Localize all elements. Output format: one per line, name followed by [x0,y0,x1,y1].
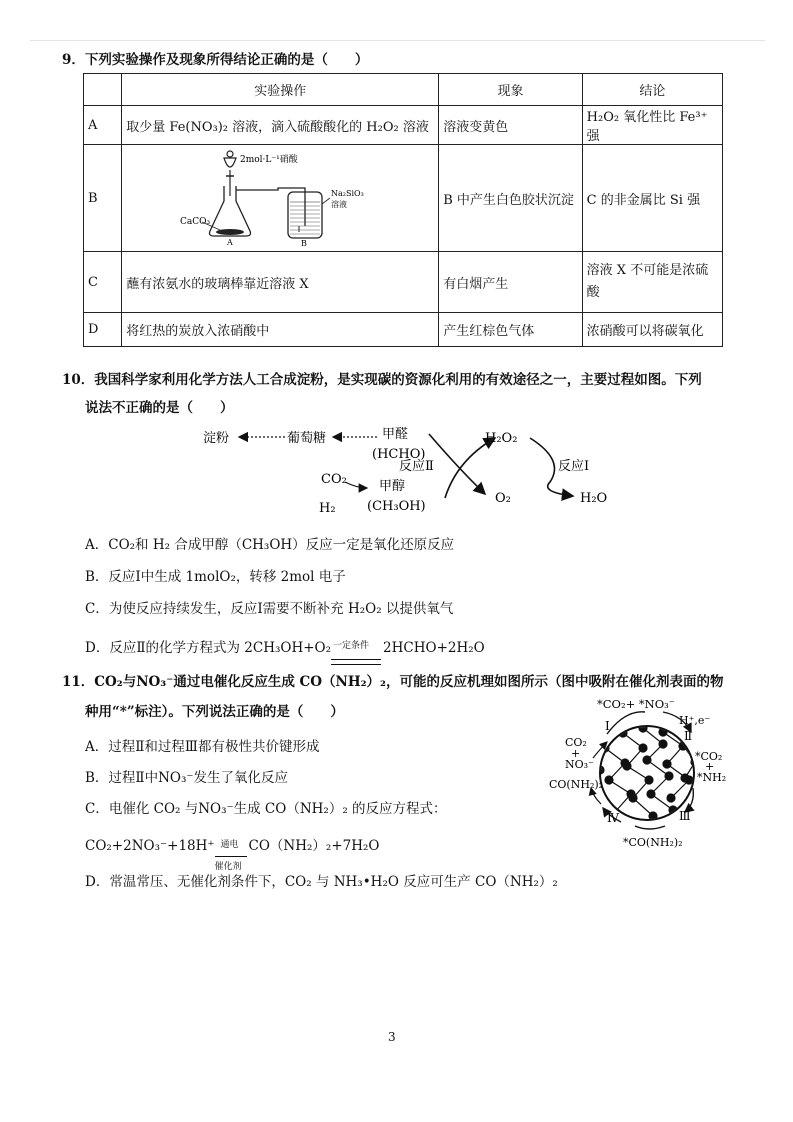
stage-3-label: Ⅲ [679,809,691,823]
phenomenon-cell: 产生红棕色气体 [439,313,582,347]
formaldehyde-name: 甲醛 [382,427,409,442]
right-co2: *CO₂ [695,750,723,763]
condition-label: 一定条件 [333,641,370,651]
conclusion-cell: 浓硝酸可以将碳氧化 [582,313,722,347]
right-nh2: *NH₂ [697,771,727,784]
o2-label: O₂ [495,491,511,506]
q11-title-line2: 种用“*”标注）。下列说法正确的是（ ） [85,704,344,720]
reaction-2-label: 反应Ⅱ [399,459,434,474]
equation-top-label: 通电 [220,840,239,850]
operation-cell [122,145,439,252]
h-e-label: H⁺,e⁻ [679,714,711,727]
conclusion-cell: 溶液 X 不可能是浓硫酸 [582,252,722,313]
starch-label: 淀粉 [203,431,230,446]
h2o-label: H₂O [580,491,608,506]
q11-option-c: C．电催化 CO₂ 与NO₃⁻生成 CO（NH₂）₂ 的反应方程式： [85,801,447,817]
stage-2-label: Ⅱ [684,729,693,743]
q9-header-blank [84,74,122,106]
top-rule [30,40,765,41]
q11-mechanism-diagram [545,688,735,858]
top-species: *CO₂+ *NO₃⁻ [597,697,675,711]
q10-option-b: B．反应Ⅰ中生成 1molO₂，转移 2mol 电子 [85,569,346,585]
phenomenon-cell: B 中产生白色胶状沉淀 [439,145,582,252]
q10-synthesis-diagram [195,420,625,520]
row-label: A [84,106,122,145]
q9-header-conclusion: 结论 [582,74,722,106]
equation-right: CO（NH₂）₂+7H₂O [248,838,380,854]
q9-header-phenomenon: 现象 [439,74,582,106]
q11-option-b: B．过程Ⅱ中NO₃⁻发生了氧化反应 [85,770,289,786]
apparatus-diagram [180,146,380,246]
left-co2: CO₂ [565,736,587,749]
equation-bottom-label: 催化剂 [214,862,242,872]
stage-1-label: Ⅰ [605,719,610,733]
stage-4-label: Ⅳ [607,811,619,825]
right-plus: + [705,760,715,773]
caco3-label: CaCO₃ [180,217,211,227]
q10-option-d [85,636,485,656]
q9-title: 9．下列实验操作及现象所得结论正确的是（ ） [62,52,369,68]
q10-option-d-right: 2HCHO+2H₂O [383,640,485,656]
co2-label: CO₂ [321,472,347,487]
acid-label: 2mol·L⁻¹硝酸 [240,155,299,165]
operation-cell: 蘸有浓氨水的玻璃棒靠近溶液 X [122,252,439,313]
na2sio3-label: Na₂SiO₃ [331,189,365,198]
phenomenon-cell: 有白烟产生 [439,252,582,313]
table-row [84,145,723,252]
table-row [84,106,723,145]
reaction-1-label: 反应Ⅰ [558,459,590,474]
left-plus: + [571,747,581,760]
q10-option-c: C．为使反应持续发生，反应Ⅰ需要不断补充 H₂O₂ 以提供氧气 [85,601,454,617]
table-row [84,313,723,347]
equation-left: CO₂+2NO₃⁻+18H⁺ [85,838,215,854]
row-label: C [84,252,122,313]
conclusion-cell: C 的非金属比 Si 强 [582,145,722,252]
solution-label: 溶液 [331,200,348,209]
q10-option-a: A．CO₂和 H₂ 合成甲醇（CH₃OH）反应一定是氧化还原反应 [85,537,455,553]
q11-option-d: D．常温常压、无催化剂条件下，CO₂ 与 NH₃•H₂O 反应可生产 CO（NH₂）₂ [85,874,558,890]
flask-a-label: A [227,238,234,246]
phenomenon-cell: 溶液变黄色 [439,106,582,145]
bottom-species: *CO(NH₂)₂ [623,836,683,849]
q11-option-a: A．过程Ⅱ和过程Ⅲ都有极性共价键形成 [85,739,320,755]
methanol-name: 甲醇 [379,479,406,494]
flask-b-label: B [301,239,308,246]
h2o2-label: H₂O₂ [485,431,518,446]
glucose-label: 葡萄糖 [287,431,327,446]
conclusion-cell: H₂O₂ 氧化性比 Fe³⁺强 [582,106,722,145]
left-no3: NO₃⁻ [565,758,594,771]
q11-equation [85,834,380,872]
row-label: B [84,145,122,252]
q10-title-line2: 说法不正确的是（ ） [85,400,234,416]
row-label: D [84,313,122,347]
page-number: 3 [388,1030,396,1044]
q9-table [83,73,723,347]
operation-cell: 将红热的炭放入浓硝酸中 [122,313,439,347]
q11-title-line1: 11．CO₂与NO₃⁻通过电催化反应生成 CO（NH₂）₂，可能的反应机理如图所示（图中吸附在催化剂表面的物 [62,674,724,690]
methanol-formula: (CH₃OH) [367,499,426,514]
operation-cell: 取少量 Fe(NO₃)₂ 溶液，滴入硫酸酸化的 H₂O₂ 溶液 [122,106,439,145]
left-urea: CO(NH₂)₂ [549,778,604,791]
formaldehyde-formula: (HCHO) [372,447,426,462]
table-row [84,252,723,313]
h2-label: H₂ [319,501,336,516]
q9-header-operation: 实验操作 [122,74,439,106]
q9-header-row [84,74,723,106]
q10-title-line1: 10．我国科学家利用化学方法人工合成淀粉，是实现碳的资源化利用的有效途径之一，主要过程如图。下列 [62,372,702,388]
q10-option-d-left: D．反应Ⅱ的化学方程式为 2CH₃OH+O₂ [85,640,332,656]
